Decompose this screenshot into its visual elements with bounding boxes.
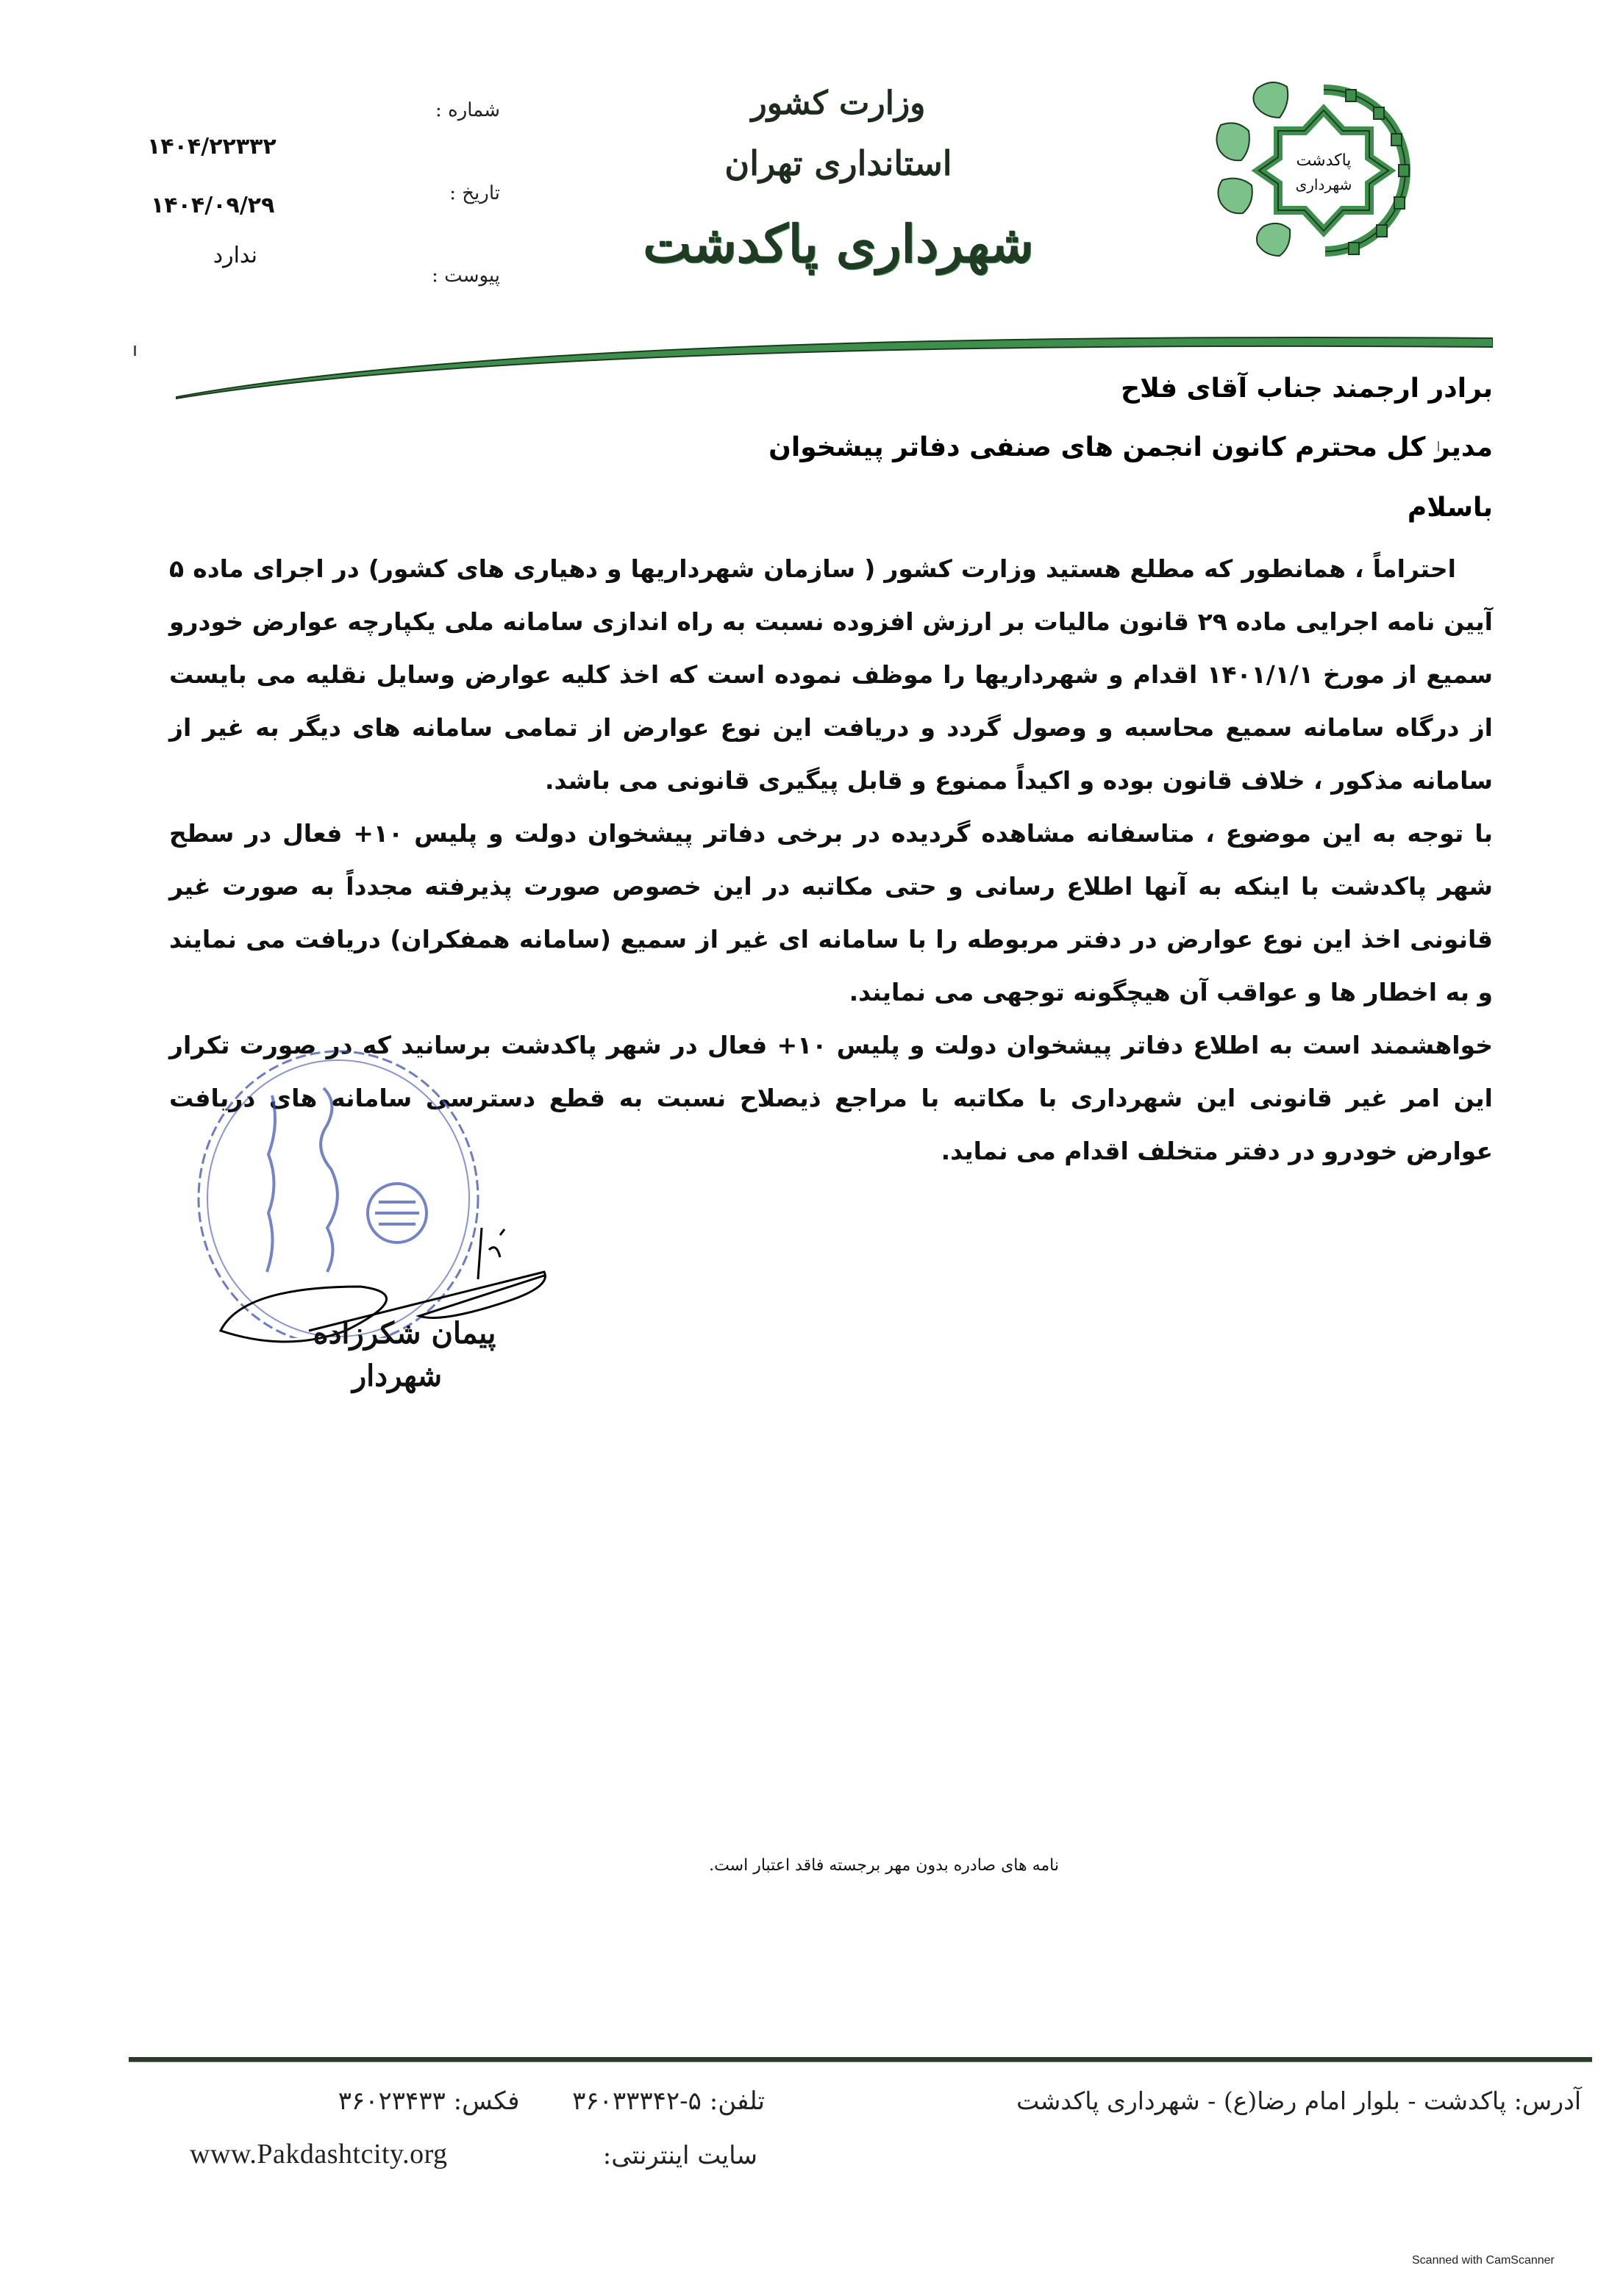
- website-link[interactable]: www.Pakdashtcity.org: [190, 2139, 448, 2170]
- paragraph-3: خواهشمند است به اطلاع دفاتر پیشخوان دولت و پلیس ۱۰+ فعال در شهر پاکدشت برسانید که در صورت تکرار این امر غیر قانونی این شهرداری با مکاتبه با مراجع ذیصلاح نسبت به قطع دسترسی سامانه های دریافت عوارض خودرو در دفتر متخلف اقدام می نماید.: [169, 1031, 1494, 1165]
- footer-contact: [176, 2086, 765, 2116]
- number-label: شماره :: [435, 99, 500, 121]
- recipient-line: برادر ارجمند جناب آقای فلاح: [1121, 373, 1493, 404]
- recipient-title-line: مدیر کل محترم کانون انجمن های صنفی دفاتر پیشخوان: [768, 432, 1493, 462]
- logo-text: پاکدشت: [1296, 151, 1352, 170]
- municipality-logo-icon: [1206, 74, 1427, 265]
- emphasized-date: سمیع از مورخ ۱۴۰۱/۱/۱: [1207, 660, 1493, 689]
- signatory-name: پیمان شکرزاده: [313, 1316, 496, 1351]
- signatory-title: شهردار: [352, 1359, 443, 1393]
- letter-date: ۱۴۰۴/۰۹/۲۹: [151, 193, 275, 218]
- scan-artifact-mark: [134, 346, 136, 356]
- attachment-label: پیوست :: [432, 265, 500, 287]
- camscanner-watermark: Scanned with CamScanner: [1412, 2254, 1555, 2267]
- greeting-line: باسلام: [1407, 493, 1493, 523]
- svg-text:شهرداری: شهرداری: [1295, 176, 1352, 193]
- validity-disclaimer: نامه های صادره بدون مهر برجسته فاقد اعتبار است.: [709, 1856, 1059, 1875]
- governorate-heading: استانداری تهران: [724, 143, 952, 183]
- date-label: تاریخ :: [449, 182, 500, 204]
- footer-fax: فکس: ۳۶۰۲۳۴۳۳: [338, 2086, 520, 2116]
- attachment-value: ندارد: [213, 243, 257, 268]
- paragraph-2: با توجه به این موضوع ، متاسفانه مشاهده گردیده در برخی دفاتر پیشخوان دولت و پلیس ۱۰+ فعال در سطح شهر پاکدشت با اینکه به آنها اطلاع رسانی و حتی مکاتبه در این خصوص صورت پذیرفته مجدداً به صورت غیر قانونی اخذ این نوع عوارض در دفتر مربوطه را با سامانه ای غیر از سمیع (سامانه همفکران) دریافت می نمایند و به اخطار ها و عواقب آن هیچگونه توجهی می نمایند.: [169, 819, 1493, 1006]
- footer-phone: تلفن: ۵-۳۶۰۳۳۳۴۲: [572, 2086, 765, 2116]
- footer-divider: [129, 2057, 1592, 2062]
- paragraph-1: احتراماً ، همانطور که مطلع هستید وزارت کشور ( سازمان شهرداریها و دهیاری های کشور) در اجرای ماده ۵ آیین نامه اجرایی ماده ۲۹ قانون مالیات بر ارزش افزوده نسبت به راه اندازی سامانه ملی یکپارچه عوارض خودرو سمیع از مورخ ۱۴۰۱/۱/۱ اقدام و شهرداریها را موظف نموده است که اخذ کلیه عوارض وسایل نقلیه می بایست از درگاه سامانه سمیع محاسبه و وصول گردد و دریافت این نوع عوارض از تمامی سامانه های دیگر به غیر از سامانه مذکور ، خلاف قانون بوده و اکیداً ممنوع و قابل پیگیری قانونی می باشد.: [169, 554, 1493, 795]
- ministry-heading: وزارت کشور: [751, 85, 926, 122]
- footer-address: آدرس: پاکدشت - بلوار امام رضا(ع) - شهرداری پاکدشت: [1016, 2086, 1581, 2115]
- municipality-heading: شهرداری پاکدشت: [643, 213, 1034, 274]
- website-label: سایت اینترنتی:: [602, 2141, 757, 2170]
- letter-number: ۱۴۰۴/۲۲۳۳۲: [147, 134, 277, 160]
